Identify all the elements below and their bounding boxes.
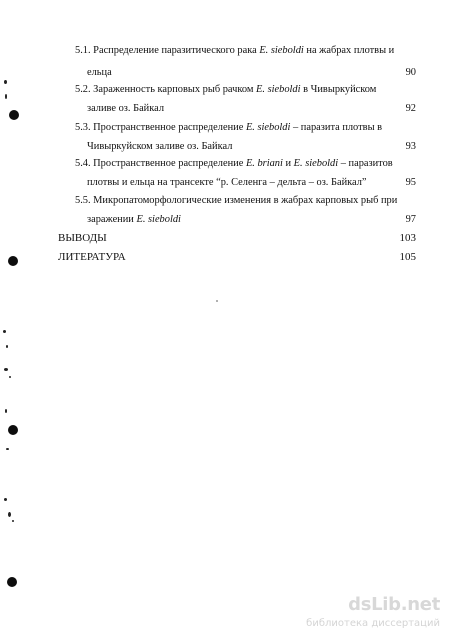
toc-entry-5-5-line-2: заражении E. sieboldi (87, 214, 181, 225)
scan-speck (4, 368, 8, 371)
watermark-tagline: библиотека диссертаций (306, 618, 440, 629)
toc-entry-5-1-line-1: 5.1. Распределение паразитического рака E. sieboldi на жабрах плотвы и (75, 45, 395, 56)
toc-page-5-5: 97 (405, 214, 416, 225)
scan-speck (4, 80, 7, 84)
toc-page-conclusions: 103 (399, 232, 416, 244)
toc-page-literature: 105 (399, 251, 416, 263)
binder-hole (7, 577, 17, 587)
toc-entry-5-1-line-2: ельца (87, 67, 112, 78)
binder-hole (9, 110, 19, 120)
toc-page-5-1: 90 (405, 67, 416, 78)
toc-entry-5-3-line-1: 5.3. Пространственное распределение E. sieboldi – паразита плотвы в (75, 122, 383, 133)
watermark (306, 594, 440, 634)
scan-speck (12, 520, 14, 522)
scan-speck (216, 300, 218, 302)
toc-entry-5-2-line-2: заливе оз. Байкал (87, 103, 165, 114)
scan-speck (8, 512, 11, 517)
toc-page-5-3: 93 (405, 141, 416, 152)
toc-entry-5-4-line-1: 5.4. Пространственное распределение E. briani и E. sieboldi – паразитов (75, 158, 393, 169)
scan-speck (9, 376, 11, 378)
toc-entry-5-3-line-2: Чивыркуйском заливе оз. Байкал (87, 141, 233, 152)
scan-speck (6, 345, 8, 348)
toc-entry-5-5-line-1: 5.5. Микропатоморфологические изменения в жабрах карповых рыб при (75, 195, 398, 206)
toc-entry-5-4-line-2: плотвы и ельца на трансекте “р. Селенга – дельта – оз. Байкал” (87, 177, 367, 188)
watermark-logo: dsLib.net (348, 594, 440, 615)
scan-speck (4, 498, 7, 501)
scan-speck (5, 94, 7, 99)
toc-page-5-4: 95 (405, 177, 416, 188)
scan-speck (6, 448, 9, 450)
toc-entry-5-2-line-1: 5.2. Зараженность карповых рыб рачком E. sieboldi в Чивыркуйском (75, 84, 377, 95)
scan-speck (5, 409, 7, 413)
binder-hole (8, 256, 18, 266)
toc-entry-literature: ЛИТЕРАТУРА (58, 251, 126, 263)
toc-page-5-2: 92 (405, 103, 416, 114)
scan-speck (3, 330, 6, 333)
toc-entry-conclusions: ВЫВОДЫ (58, 232, 107, 244)
binder-hole (8, 425, 18, 435)
